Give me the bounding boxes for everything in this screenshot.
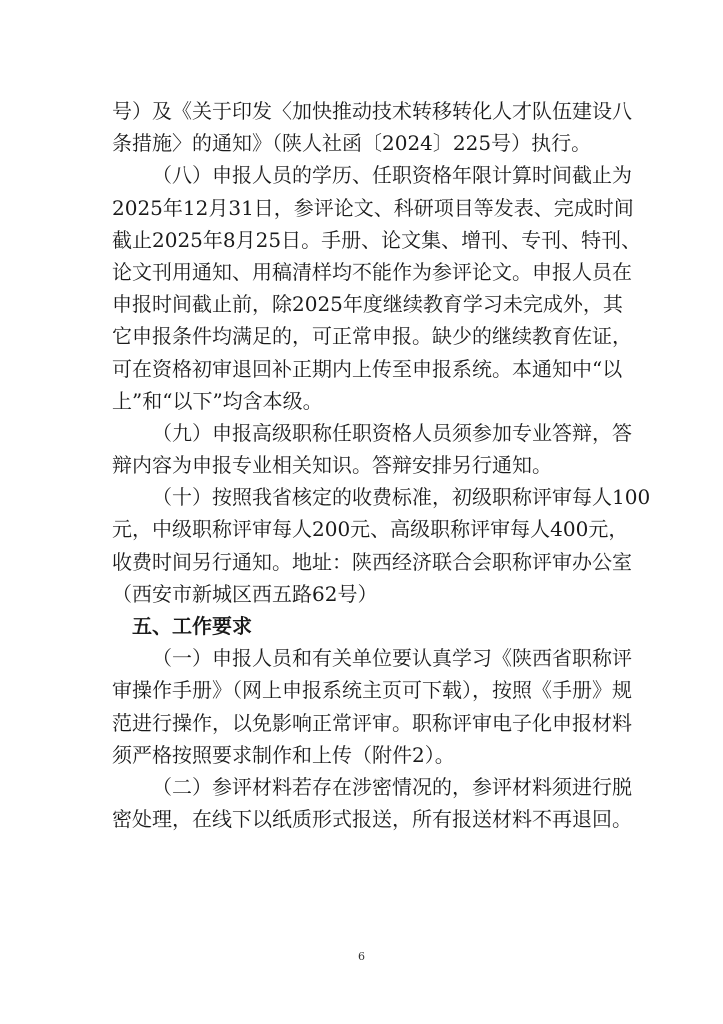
paragraph-req-2	[112, 771, 632, 835]
page-number: 6	[358, 950, 365, 963]
document-body	[112, 95, 651, 835]
paragraph-item-10	[112, 481, 651, 610]
heading-line: 五、工作要求	[132, 614, 252, 638]
text-line: （十）按照我省核定的收费标准，初级职称评审每人100	[152, 485, 651, 510]
text-line: 收费时间另行通知。地址：陕西经济联合会职称评审办公室	[112, 549, 632, 574]
text-line: （西安市新城区西五路62号）	[112, 581, 378, 606]
text-line: （二）参评材料若存在涉密情况的，参评材料须进行脱	[152, 774, 632, 799]
text-line: 号）及《关于印发〈加快推动技术转移转化人才队伍建设八	[112, 99, 632, 123]
paragraph-req-1	[112, 642, 632, 771]
text-line: 密处理，在线下以纸质形式报送，所有报送材料不再退回。	[112, 807, 632, 832]
text-line: 辩内容为申报专业相关知识。答辩安排另行通知。	[112, 453, 552, 478]
text-line: 申报时间截止前，除2025年度继续教育学习未完成外，其	[112, 292, 623, 317]
text-line: （九）申报高级职称任职资格人员须参加专业答辩，答	[152, 420, 632, 445]
text-line: （八）申报人员的学历、任职资格年限计算时间截止为	[152, 163, 632, 188]
text-line: （一）申报人员和有关单位要认真学习《陕西省职称评	[152, 646, 632, 671]
paragraph-item-8	[112, 159, 642, 417]
paragraph-item-9	[112, 417, 632, 481]
text-line: 范进行操作，以免影响正常评审。职称评审电子化申报材料	[112, 710, 632, 735]
text-line: 截止2025年8月25日。手册、论文集、增刊、专刊、特刊、	[112, 227, 642, 252]
text-line: 可在资格初审退回补正期内上传至申报系统。本通知中“以	[112, 356, 623, 381]
text-line: 论文刊用通知、用稿清样均不能作为参评论文。申报人员在	[112, 259, 632, 284]
text-line: 条措施〉的通知》（陕人社函〔2024〕225号）执行。	[112, 131, 592, 156]
text-line: 2025年12月31日，参评论文、科研项目等发表、完成时间	[112, 195, 634, 220]
text-line: 审操作手册》（网上申报系统主页可下载），按照《手册》规	[112, 678, 632, 703]
paragraph-continuation	[112, 95, 632, 159]
text-line: 元，中级职称评审每人200元、高级职称评审每人400元，	[112, 517, 629, 542]
section-heading	[112, 610, 620, 642]
text-line: 它申报条件均满足的，可正常申报。缺少的继续教育佐证，	[112, 324, 632, 349]
text-line: 上”和“以下”均含本级。	[112, 388, 323, 413]
text-line: 须严格按照要求制作和上传（附件2）。	[112, 742, 455, 767]
